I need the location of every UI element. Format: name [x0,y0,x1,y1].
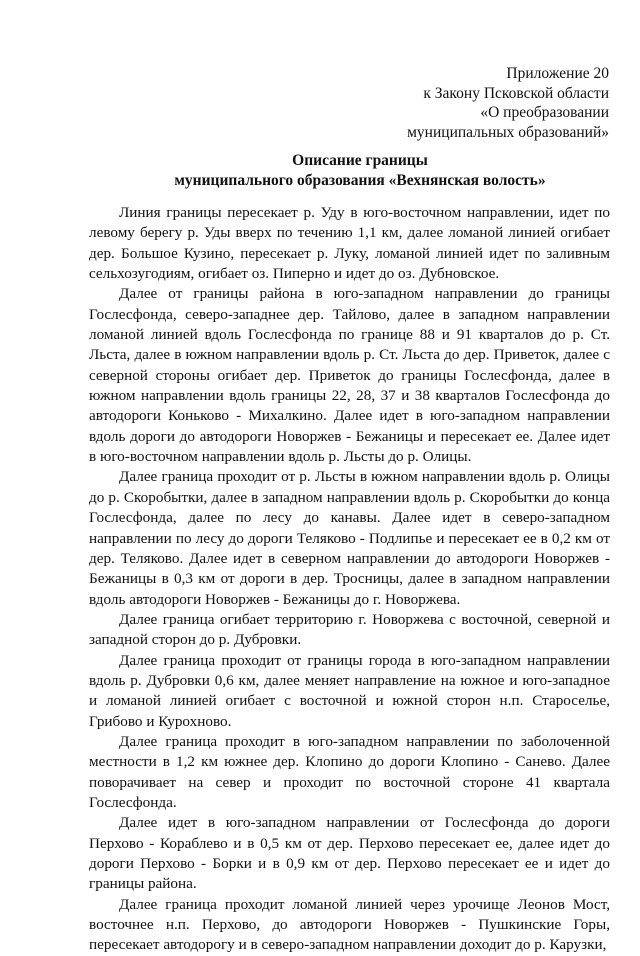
paragraph: Линия границы пересекает р. Уду в юго-восточном направлении, идет по левому берегу р. Уды вверх по течению 1,1 км, далее ломаной линией огибает дер. Большое Кузино, пересекает р. Луку, ломаной линией идет по заливным сельхозугодиям, огибает оз. Пиперно и идет до оз. Дубновское. [89,204,610,283]
paragraph: Далее граница проходит от р. Льсты в южном направлении вдоль р. Олицы до р. Скоробытки, далее в западном направлении вдоль р. Скоробытки до конца Гослесфонда, далее по лесу до канавы. Далее идет в северо-западном направлении по лесу до дороги Теляково - Подлипье и пересекает ее в 0,2 км от дер. Теляково. Далее идет в северном направлении до автодороги Новоржев - Бежаницы в 0,3 км от дороги в дер. Тросницы, далее в западном направлении вдоль автодороги Новоржев - Бежаницы до г. Новоржева. [89,468,610,608]
document-title [0,151,640,190]
title-line-1: Описание границы [292,152,428,169]
appendix-header [407,64,609,142]
appendix-law-title-2: муниципальных образований» [407,123,609,141]
appendix-number: Приложение 20 [506,65,609,82]
paragraph: Далее граница проходит ломаной линией через урочище Леонов Мост, восточнее н.п. Перхово, до автодороги Новоржев - Пушкинские Горы, пересекает автодорогу и в северо-западном направлении доходит до р. Карузки, [89,895,610,954]
paragraph: Далее идет в юго-западном направлении от Гослесфонда до дороги Перхово - Кораблево и в 0,5 км от дер. Перхово пересекает ее, далее идет до дороги Перхово - Борки и в 0,9 км от дер. Перхово пересекает ее и идет до границы района. [89,814,610,893]
appendix-law: к Закону Псковской области [423,84,609,102]
paragraph: Далее граница огибает территорию г. Новоржева с восточной, северной и западной сторон до р. Дубровки. [89,610,610,649]
appendix-law-title-1: «О преобразовании [480,104,609,121]
document-body [89,203,610,956]
title-line-2: муниципального образования «Вехнянская волость» [174,171,546,189]
paragraph: Далее граница проходит в юго-западном направлении по заболоченной местности в 1,2 км южнее дер. Клопино до дороги Клопино - Санево. Далее поворачивает на север и проходит по восточной стороне 41 квартала Гослесфонда. [89,732,610,811]
paragraph: Далее граница проходит от границы города в юго-западном направлении вдоль р. Дубровки 0,6 км, далее меняет направление на южное и юго-западное и ломаной линией огибает с восточной и южной сторон н.п. Староселье, Грибово и Курохново. [89,651,610,730]
paragraph: Далее от границы района в юго-западном направлении до границы Гослесфонда, северо-западнее дер. Тайлово, далее в западном направлении ломаной линией вдоль Гослесфонда по границе 88 и 91 кварталов до р. Ст. Льста, далее в южном направлении вдоль р. Ст. Льста до дер. Приветок, далее с северной стороны огибает дер. Приветок до границы Гослесфонда, далее в южном направлении вдоль границы 22, 28, 37 и 38 кварталов Гослесфонда до автодороги Коньково - Михалкино. Далее идет в юго-западном направлении вдоль дороги до автодороги Новоржев - Бежаницы и пересекает ее. Далее идет в юго-восточном направлении вдоль р. Льсты до р. Олицы. [89,285,610,466]
